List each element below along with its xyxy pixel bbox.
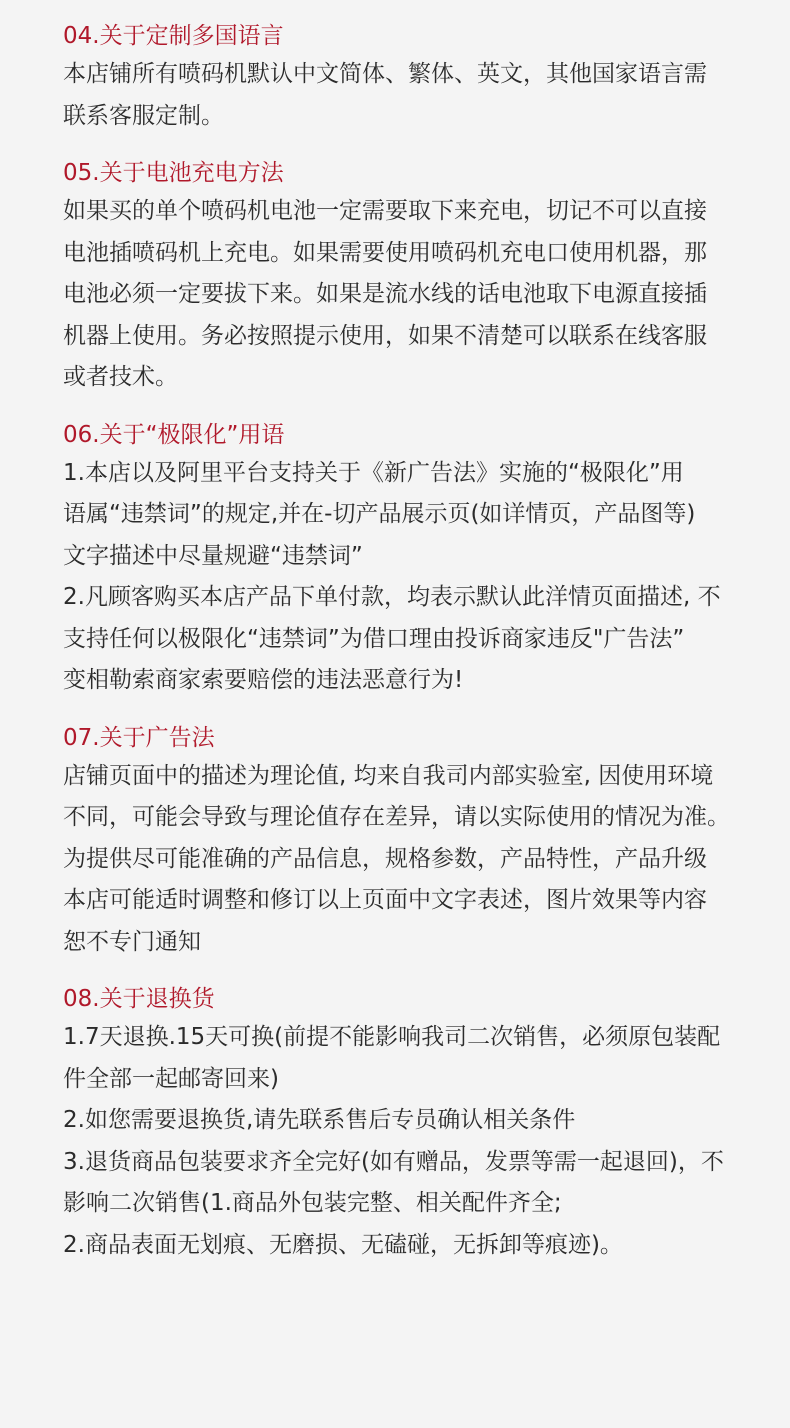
text-line: 变相勒索商家索要赔偿的违法恶意行为! [63,667,464,693]
text-line: 或者技术。 [63,364,178,390]
section-body [63,756,790,964]
section-battery-charging [63,155,790,399]
section-title: 08.关于退换货 [63,986,215,1012]
text-line: 机器上使用。务必按照提示使用，如果不清楚可以联系在线客服 [63,322,707,349]
text-line: 电池插喷码机上充电。如果需要使用喷码机充电口使用机器，那 [63,239,707,266]
section-extreme-terms [63,417,790,702]
text-line: 为提供尽可能准确的产品信息，规格参数，产品特性，产品升级 [63,845,707,872]
text-line: 1.本店以及阿里平台支持关于《新广告法》实施的“极限化”用 [63,459,684,486]
section-custom-languages [63,18,790,137]
section-advertising-law [63,720,790,964]
text-line: 件全部一起邮寄回来) [63,1065,279,1092]
text-line: 不同，可能会导致与理论值存在差异，请以实际使用的情况为准。 [63,804,730,830]
section-title: 07.关于广告法 [63,724,215,751]
text-line: 本店可能适时调整和修订以上页面中文字表述，图片效果等内容 [63,887,707,913]
text-line: 影响二次销售(1.商品外包装完整、相关配件齐全; [63,1190,562,1216]
text-line: 2.凡顾客购买本店产品下单付款，均表示默认此洋情页面描述, 不 [63,584,721,610]
section-body [63,54,790,137]
text-line: 电池必须一定要拔下来。如果是流水线的话电池取下电源直接插 [63,281,707,307]
section-returns [63,981,790,1266]
text-line: 本店铺所有喷码机默认中文简体、繁体、英文，其他国家语言需 [63,61,707,87]
text-line: 文字描述中尽量规避“违禁词” [63,542,363,569]
section-title: 04.关于定制多国语言 [63,23,284,49]
text-line: 店铺页面中的描述为理论值, 均来自我司内部实验室, 因使用环境 [63,762,714,789]
section-body [63,1017,790,1266]
text-line: 1.7天退换.15天可换(前提不能影响我司二次销售，必须原包装配 [63,1024,721,1050]
section-body [63,191,790,399]
text-line: 恕不专门通知 [63,928,201,955]
section-body [63,453,790,702]
text-line: 2.如您需要退换货,请先联系售后专员确认相关条件 [63,1107,576,1133]
text-line: 支持任何以极限化“违禁词”为借口理由投诉商家违反"广告法” [63,625,685,652]
text-line: 语属“违禁词”的规定,并在-切产品展示页(如详情页，产品图等) [63,501,696,527]
section-title: 06.关于“极限化”用语 [63,421,285,448]
text-line: 如果买的单个喷码机电池一定需要取下来充电，切记不可以直接 [63,198,707,224]
text-line: 2.商品表面无划痕、无磨损、无磕碰，无拆卸等痕迹)。 [63,1231,623,1258]
text-line: 联系客服定制。 [63,102,224,129]
section-title: 05.关于电池充电方法 [63,160,284,186]
text-line: 3.退货商品包装要求齐全完好(如有赠品，发票等需一起退回)，不 [63,1148,724,1175]
